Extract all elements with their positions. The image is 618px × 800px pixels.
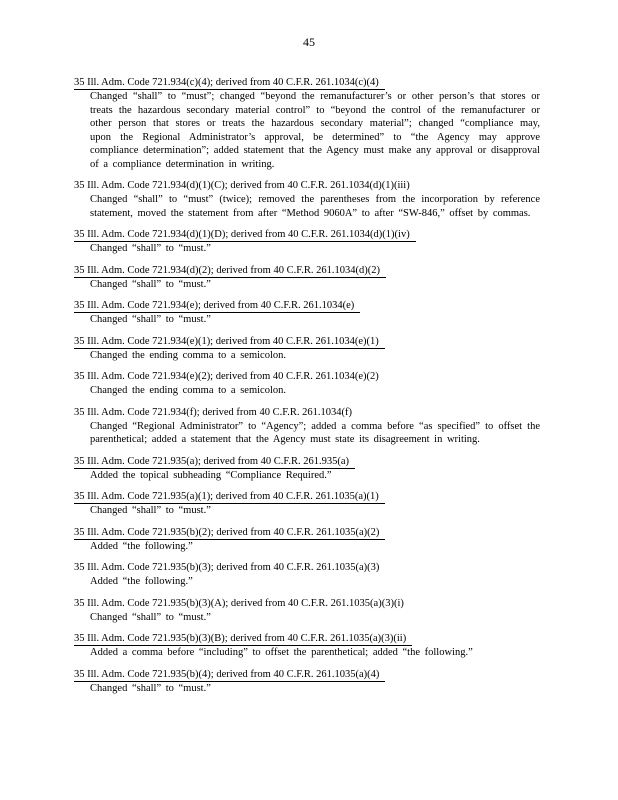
amendment-entry	[74, 224, 540, 256]
change-note: Changed “shall” to “must.”	[90, 611, 211, 623]
amendment-entry	[74, 260, 540, 292]
change-note: Changed the ending comma to a semicolon.	[90, 385, 286, 396]
change-note: Changed “shall” to “must”; changed “beyond the remanufacturer’s or other person’s that stores or treats the hazardous secondary material control” to “beyond the control of the remanufacturer or other person that stores or treats the hazardous secondary material”; changed “compliance may, upon the Regional Administrator’s approval, be determined” to “the Agency may approve compliance determination”; added statement that the Agency must make any approval or disapproval of a compliance determination in writing.	[90, 91, 540, 170]
amendment-entry	[74, 664, 540, 696]
amendment-entry	[74, 175, 540, 220]
citation: 35 Ill. Adm. Code 721.935(b)(4); derived from 40 C.F.R. 261.1035(a)(4)	[74, 669, 385, 682]
amendment-entry	[74, 331, 540, 363]
citation: 35 Ill. Adm. Code 721.935(b)(3)(A); derived from 40 C.F.R. 261.1035(a)(3)(i)	[74, 597, 404, 609]
amendment-notes-list	[74, 72, 540, 699]
amendment-entry	[74, 402, 540, 447]
citation: 35 Ill. Adm. Code 721.935(b)(3)(B); derived from 40 C.F.R. 261.1035(a)(3)(ii)	[74, 633, 412, 646]
change-note: Changed “shall” to “must.”	[90, 505, 211, 516]
change-note: Changed “shall” to “must.”	[90, 682, 211, 694]
change-note: Changed “shall” to “must.”	[90, 278, 211, 290]
change-note: Added “the following.”	[90, 576, 193, 587]
amendment-entry	[74, 486, 540, 518]
amendment-entry	[74, 628, 540, 660]
amendment-entry	[74, 522, 540, 554]
change-note: Changed “shall” to “must” (twice); removed the parentheses from the incorporation by reference statement, moved the statement from after “Method 9060A” to after “SW-846,” offset by commas.	[90, 194, 540, 219]
change-note: Added a comma before “including” to offset the parenthetical; added “the following.”	[90, 647, 473, 658]
amendment-entry	[74, 593, 540, 625]
amendment-entry	[74, 72, 540, 171]
citation: 35 Ill. Adm. Code 721.934(e); derived from 40 C.F.R. 261.1034(e)	[74, 300, 360, 313]
citation: 35 Ill. Adm. Code 721.934(d)(1)(D); derived from 40 C.F.R. 261.1034(d)(1)(iv)	[74, 229, 416, 242]
change-note: Added “the following.”	[90, 540, 193, 552]
citation: 35 Ill. Adm. Code 721.934(f); derived from 40 C.F.R. 261.1034(f)	[74, 406, 352, 418]
change-note: Changed the ending comma to a semicolon.	[90, 349, 286, 361]
citation: 35 Ill. Adm. Code 721.934(d)(2); derived from 40 C.F.R. 261.1034(d)(2)	[74, 265, 386, 278]
amendment-entry	[74, 295, 540, 327]
page-number: 45	[303, 35, 315, 49]
citation: 35 Ill. Adm. Code 721.935(a)(1); derived from 40 C.F.R. 261.1035(a)(1)	[74, 491, 385, 504]
change-note: Changed “shall” to “must.”	[90, 243, 211, 254]
citation: 35 Ill. Adm. Code 721.935(b)(2); derived from 40 C.F.R. 261.1035(a)(2)	[74, 527, 385, 540]
change-note: Changed “Regional Administrator” to “Agency”; added a comma before “as specified” to offset the parenthetical; added a statement that the Agency must state its disagreement in writing.	[90, 420, 540, 445]
change-note: Added the topical subheading “Compliance Required.”	[90, 469, 332, 481]
citation: 35 Ill. Adm. Code 721.935(a); derived from 40 C.F.R. 261.935(a)	[74, 456, 355, 469]
citation: 35 Ill. Adm. Code 721.934(d)(1)(C); derived from 40 C.F.R. 261.1034(d)(1)(iii)	[74, 180, 410, 191]
amendment-entry	[74, 557, 540, 589]
citation: 35 Ill. Adm. Code 721.934(e)(1); derived from 40 C.F.R. 261.1034(e)(1)	[74, 336, 385, 349]
amendment-entry	[74, 366, 540, 398]
citation: 35 Ill. Adm. Code 721.934(c)(4); derived from 40 C.F.R. 261.1034(c)(4)	[74, 77, 385, 90]
citation: 35 Ill. Adm. Code 721.934(e)(2); derived from 40 C.F.R. 261.1034(e)(2)	[74, 371, 379, 382]
amendment-entry	[74, 451, 540, 483]
citation: 35 Ill. Adm. Code 721.935(b)(3); derived from 40 C.F.R. 261.1035(a)(3)	[74, 562, 380, 573]
change-note: Changed “shall” to “must.”	[90, 314, 211, 325]
